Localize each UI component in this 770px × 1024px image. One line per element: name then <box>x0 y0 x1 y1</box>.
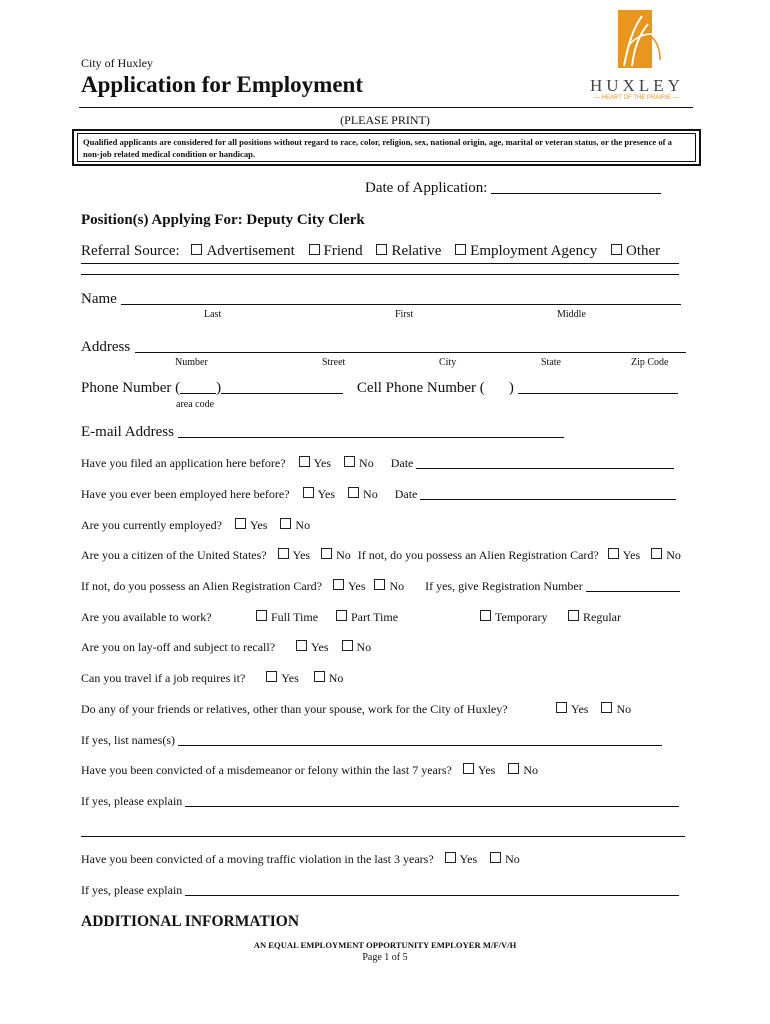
position-applying: Position(s) Applying For: Deputy City Clerk <box>81 212 365 228</box>
q-layoff-text: Are you on lay-off and subject to recall? <box>81 640 276 654</box>
q-travel-text: Can you travel if a job requires it? <box>81 671 246 685</box>
q-convicted-text: Have you been convicted of a misdemeanor or felony within the last 7 years? <box>81 763 452 777</box>
yes-label: Yes <box>317 487 336 501</box>
no-label: No <box>505 852 520 866</box>
address-sub-street: Street <box>322 357 346 368</box>
q-employed-text: Have you ever been employed here before? <box>81 487 290 501</box>
address-sub-zip: Zip Code <box>631 357 669 368</box>
name-field[interactable] <box>121 304 681 305</box>
referral-line-1[interactable] <box>81 263 679 264</box>
yes-label: Yes <box>292 548 311 562</box>
yes-label: Yes <box>622 548 641 562</box>
option-relative: Relative <box>391 243 442 259</box>
address-sub-number: Number <box>175 357 208 368</box>
explain-continuation-line[interactable] <box>81 836 685 837</box>
address-field[interactable] <box>135 352 686 353</box>
cell-label: Cell Phone Number ( <box>356 380 485 396</box>
checkbox-full-time[interactable] <box>256 610 267 621</box>
city-name: City of Huxley <box>81 56 153 70</box>
part-time-label: Part Time <box>351 610 399 624</box>
checkbox-current-no[interactable] <box>280 518 291 529</box>
checkbox-relatives-yes[interactable] <box>556 702 567 713</box>
checkbox-citizen-no[interactable] <box>321 548 332 559</box>
page-number: Page 1 of 5 <box>362 952 408 963</box>
regular-label: Regular <box>583 610 621 624</box>
checkbox-citizen-yes[interactable] <box>278 548 289 559</box>
checkbox-alien-yes[interactable] <box>608 548 619 559</box>
no-label: No <box>666 548 681 562</box>
eeo-notice: Qualified applicants are considered for all positions without regard to race, color, religion, sex, national origin, age, marital or veteran status, or the presence of a non-job related medical condition or handicap. <box>77 133 696 162</box>
address-sub-state: State <box>541 357 561 368</box>
checkbox-employment-agency[interactable] <box>455 244 466 255</box>
employed-date-field[interactable] <box>420 499 676 500</box>
q-filed-text: Have you filed an application here before? <box>81 456 286 470</box>
checkbox-relatives-no[interactable] <box>601 702 612 713</box>
q-alien-card <box>81 579 680 594</box>
q-convicted <box>81 763 538 778</box>
option-full-time <box>256 610 318 625</box>
checkbox-employed-no[interactable] <box>348 487 359 498</box>
no-label: No <box>295 518 311 532</box>
option-advertisement: Advertisement <box>206 243 295 259</box>
checkbox-traffic-no[interactable] <box>490 852 501 863</box>
q-filed-before <box>81 456 674 471</box>
phone-paren: ) <box>216 380 222 396</box>
referral-label: Referral Source: <box>81 243 180 259</box>
phone-field[interactable] <box>221 393 343 394</box>
huxley-logo <box>588 6 692 108</box>
name-sub-last: Last <box>204 309 222 320</box>
date-label: Date <box>394 487 418 501</box>
address-label: Address <box>81 339 131 355</box>
eeo-footer: AN EQUAL EMPLOYMENT OPPORTUNITY EMPLOYER M/F/V/H <box>253 940 517 950</box>
additional-info-heading: ADDITIONAL INFORMATION <box>81 913 300 930</box>
cell-field[interactable] <box>518 393 678 394</box>
option-temporary <box>480 610 547 625</box>
referral-line-2[interactable] <box>81 274 679 275</box>
full-time-label: Full Time <box>271 610 319 624</box>
yes-label: Yes <box>281 671 299 685</box>
explain-row-2 <box>81 883 679 898</box>
email-row <box>81 424 564 441</box>
no-label: No <box>523 763 539 777</box>
no-label: No <box>616 702 632 716</box>
q-relatives: Do any of your friends or relatives, other than your spouse, work for the City of Huxley? <box>81 702 508 716</box>
q-layoff <box>81 640 371 655</box>
please-print: (PLEASE PRINT) <box>340 113 430 127</box>
date-label: Date of Application: <box>365 180 488 196</box>
checkbox-travel-no[interactable] <box>314 671 325 682</box>
checkbox-layoff-yes[interactable] <box>296 640 307 651</box>
date-field[interactable] <box>491 193 661 194</box>
date-label: Date <box>390 456 414 470</box>
list-names-label: If yes, list names(s) <box>81 733 175 747</box>
checkbox-current-yes[interactable] <box>235 518 246 529</box>
no-label: No <box>336 548 351 562</box>
no-label: No <box>389 579 405 593</box>
yes-label: Yes <box>459 852 478 866</box>
logo-tagline: — HEART OF THE PRAIRIE — <box>594 95 679 101</box>
checkbox-part-time[interactable] <box>336 610 347 621</box>
checkbox-friend[interactable] <box>309 244 320 255</box>
option-regular <box>568 610 621 625</box>
checkbox-layoff-no[interactable] <box>342 640 353 651</box>
option-employment-agency: Employment Agency <box>470 243 598 259</box>
phone-area-field[interactable] <box>180 393 216 394</box>
temporary-label: Temporary <box>495 610 548 624</box>
yes-label: Yes <box>311 640 329 654</box>
registration-label: If yes, give Registration Number <box>425 579 583 593</box>
page-title: Application for Employment <box>81 72 363 97</box>
q-citizen-text: Are you a citizen of the United States? <box>81 548 267 562</box>
checkbox-alien2-yes[interactable] <box>333 579 344 590</box>
date-of-application <box>365 180 661 197</box>
checkbox-regular[interactable] <box>568 610 579 621</box>
q-employed-before <box>81 487 676 502</box>
checkbox-advertisement[interactable] <box>191 244 202 255</box>
list-names-row <box>81 733 662 748</box>
checkbox-alien-no[interactable] <box>651 548 662 559</box>
explain-field-2[interactable] <box>185 895 679 896</box>
checkbox-convicted-no[interactable] <box>508 763 519 774</box>
q-travel <box>81 671 343 686</box>
filed-date-field[interactable] <box>416 468 674 469</box>
q-traffic-text: Have you been convicted of a moving traffic violation in the last 3 years? <box>81 852 434 866</box>
email-label: E-mail Address <box>81 424 174 440</box>
q-available: Are you available to work? <box>81 610 212 624</box>
q-current-text: Are you currently employed? <box>81 518 222 532</box>
email-field[interactable] <box>178 437 564 438</box>
address-sub-city: City <box>439 357 457 368</box>
name-sub-first: First <box>395 309 414 320</box>
checkbox-relative[interactable] <box>376 244 387 255</box>
phone-label: Phone Number ( <box>81 380 181 396</box>
checkbox-filed-no[interactable] <box>344 456 355 467</box>
q-currently-employed <box>81 518 310 533</box>
phone-row <box>81 380 678 397</box>
relatives-options <box>556 702 631 717</box>
no-label: No <box>363 487 378 501</box>
checkbox-traffic-yes[interactable] <box>445 852 456 863</box>
checkbox-temporary[interactable] <box>480 610 491 621</box>
checkbox-travel-yes[interactable] <box>266 671 277 682</box>
yes-label: Yes <box>249 518 268 532</box>
checkbox-convicted-yes[interactable] <box>463 763 474 774</box>
explain-field-1[interactable] <box>185 806 679 807</box>
eeo-notice-box <box>72 129 701 166</box>
option-part-time <box>336 610 398 625</box>
q-citizen <box>81 548 681 563</box>
yes-label: Yes <box>313 456 332 470</box>
checkbox-filed-yes[interactable] <box>299 456 310 467</box>
yes-label: Yes <box>477 763 496 777</box>
cell-paren: ) <box>508 380 514 396</box>
checkbox-other[interactable] <box>611 244 622 255</box>
no-label: No <box>328 671 344 685</box>
explain-label-1: If yes, please explain <box>81 794 183 808</box>
name-sub-middle: Middle <box>557 309 586 320</box>
q-alien-text: If not, do you possess an Alien Registration Card? <box>81 579 322 593</box>
no-label: No <box>356 640 372 654</box>
explain-label-2: If yes, please explain <box>81 883 183 897</box>
option-other: Other <box>625 243 661 259</box>
yes-label: Yes <box>571 702 589 716</box>
q-traffic <box>81 852 520 867</box>
name-label: Name <box>81 291 117 307</box>
no-label: No <box>359 456 374 470</box>
area-code-note: area code <box>176 399 215 410</box>
alien-card-text: If not, do you possess an Alien Registration Card? <box>357 548 599 562</box>
yes-label: Yes <box>347 579 366 593</box>
referral-source <box>81 243 660 260</box>
explain-row-1 <box>81 794 679 809</box>
checkbox-alien2-no[interactable] <box>374 579 385 590</box>
registration-field[interactable] <box>586 591 680 592</box>
option-friend: Friend <box>323 243 363 259</box>
list-names-field[interactable] <box>178 745 662 746</box>
header-rule <box>79 107 693 108</box>
logo-name: HUXLEY <box>590 76 684 95</box>
checkbox-employed-yes[interactable] <box>303 487 314 498</box>
